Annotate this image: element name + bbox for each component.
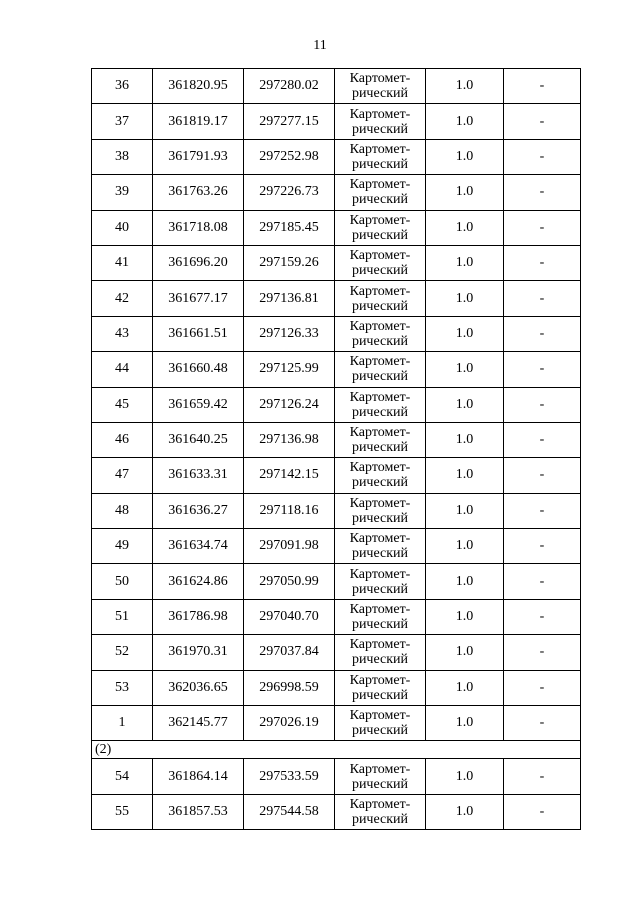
note-cell: -: [504, 422, 581, 457]
point-number-cell: 49: [92, 529, 153, 564]
note-cell: -: [504, 635, 581, 670]
point-number-cell: 55: [92, 794, 153, 829]
x-coordinate-cell: 361636.27: [153, 493, 244, 528]
point-number-cell: 40: [92, 210, 153, 245]
y-coordinate-cell: 297280.02: [244, 69, 335, 104]
method-cell: [335, 670, 426, 705]
accuracy-cell: 1.0: [426, 175, 504, 210]
accuracy-cell: 1.0: [426, 706, 504, 741]
method-line-1: Картомет-: [349, 566, 411, 582]
table-row: [92, 794, 581, 829]
method-line-2: рический: [351, 369, 409, 385]
method-line-2: рический: [351, 404, 409, 420]
method-line-1: Картомет-: [349, 354, 411, 370]
method-line-1: Картомет-: [349, 637, 411, 653]
method-line-1: Картомет-: [349, 283, 411, 299]
method-line-1: Картомет-: [349, 460, 411, 476]
table-row: [92, 422, 581, 457]
y-coordinate-cell: 297226.73: [244, 175, 335, 210]
table-row: [92, 599, 581, 634]
point-number-cell: 1: [92, 706, 153, 741]
accuracy-cell: 1.0: [426, 759, 504, 794]
x-coordinate-cell: 361819.17: [153, 104, 244, 139]
table-row: [92, 245, 581, 280]
method-cell: [335, 529, 426, 564]
method-cell: [335, 281, 426, 316]
point-number-cell: 37: [92, 104, 153, 139]
method-line-2: рический: [351, 156, 409, 172]
y-coordinate-cell: 297126.33: [244, 316, 335, 351]
method-line-2: рический: [351, 546, 409, 562]
y-coordinate-cell: 297126.24: [244, 387, 335, 422]
accuracy-cell: 1.0: [426, 281, 504, 316]
method-cell: [335, 352, 426, 387]
table-row: [92, 529, 581, 564]
method-cell: [335, 387, 426, 422]
y-coordinate-cell: 297040.70: [244, 599, 335, 634]
method-line-2: рический: [351, 121, 409, 137]
method-line-1: Картомет-: [349, 141, 411, 157]
y-coordinate-cell: 297159.26: [244, 245, 335, 280]
method-line-2: рический: [351, 617, 409, 633]
y-coordinate-cell: 297277.15: [244, 104, 335, 139]
method-cell: [335, 493, 426, 528]
method-cell: [335, 794, 426, 829]
table-row: [92, 281, 581, 316]
y-coordinate-cell: 297136.98: [244, 422, 335, 457]
method-cell: [335, 706, 426, 741]
note-cell: -: [504, 352, 581, 387]
accuracy-cell: 1.0: [426, 422, 504, 457]
method-line-1: Картомет-: [349, 71, 411, 87]
point-number-cell: 45: [92, 387, 153, 422]
method-cell: [335, 458, 426, 493]
method-cell: [335, 564, 426, 599]
x-coordinate-cell: 362036.65: [153, 670, 244, 705]
method-line-1: Картомет-: [349, 495, 411, 511]
x-coordinate-cell: 361640.25: [153, 422, 244, 457]
method-cell: [335, 316, 426, 351]
x-coordinate-cell: 361763.26: [153, 175, 244, 210]
method-line-2: рический: [351, 581, 409, 597]
table-row: [92, 759, 581, 794]
table-row: [92, 458, 581, 493]
note-cell: -: [504, 529, 581, 564]
method-line-2: рический: [351, 86, 409, 102]
y-coordinate-cell: 297142.15: [244, 458, 335, 493]
method-line-1: Картомет-: [349, 531, 411, 547]
point-number-cell: 46: [92, 422, 153, 457]
x-coordinate-cell: 361718.08: [153, 210, 244, 245]
accuracy-cell: 1.0: [426, 104, 504, 139]
section-row: [92, 741, 581, 759]
method-line-2: рический: [351, 192, 409, 208]
accuracy-cell: 1.0: [426, 529, 504, 564]
method-line-2: рический: [351, 298, 409, 314]
table-row: [92, 210, 581, 245]
method-line-1: Картомет-: [349, 797, 411, 812]
table-row: [92, 316, 581, 351]
x-coordinate-cell: 361659.42: [153, 387, 244, 422]
accuracy-cell: 1.0: [426, 493, 504, 528]
y-coordinate-cell: 297533.59: [244, 759, 335, 794]
method-line-2: рический: [351, 510, 409, 526]
method-line-1: Картомет-: [349, 106, 411, 122]
method-line-2: рический: [351, 812, 409, 827]
section-label: (2): [92, 741, 581, 759]
x-coordinate-cell: 361857.53: [153, 794, 244, 829]
point-number-cell: 48: [92, 493, 153, 528]
note-cell: -: [504, 706, 581, 741]
y-coordinate-cell: 296998.59: [244, 670, 335, 705]
x-coordinate-cell: 362145.77: [153, 706, 244, 741]
x-coordinate-cell: 361624.86: [153, 564, 244, 599]
x-coordinate-cell: 361660.48: [153, 352, 244, 387]
point-number-cell: 53: [92, 670, 153, 705]
note-cell: -: [504, 794, 581, 829]
accuracy-cell: 1.0: [426, 139, 504, 174]
y-coordinate-cell: 297252.98: [244, 139, 335, 174]
y-coordinate-cell: 297091.98: [244, 529, 335, 564]
point-number-cell: 39: [92, 175, 153, 210]
table-row: [92, 564, 581, 599]
note-cell: -: [504, 175, 581, 210]
table-row: [92, 493, 581, 528]
accuracy-cell: 1.0: [426, 245, 504, 280]
x-coordinate-cell: 361696.20: [153, 245, 244, 280]
note-cell: -: [504, 493, 581, 528]
method-line-1: Картомет-: [349, 212, 411, 228]
accuracy-cell: 1.0: [426, 458, 504, 493]
note-cell: -: [504, 245, 581, 280]
point-number-cell: 54: [92, 759, 153, 794]
point-number-cell: 50: [92, 564, 153, 599]
note-cell: -: [504, 759, 581, 794]
method-line-1: Картомет-: [349, 318, 411, 334]
method-line-1: Картомет-: [349, 602, 411, 618]
point-number-cell: 38: [92, 139, 153, 174]
method-line-2: рический: [351, 776, 409, 792]
method-line-2: рический: [351, 227, 409, 243]
table-row: [92, 670, 581, 705]
table-row: [92, 352, 581, 387]
method-cell: [335, 139, 426, 174]
method-cell: [335, 422, 426, 457]
note-cell: -: [504, 104, 581, 139]
x-coordinate-cell: 361661.51: [153, 316, 244, 351]
x-coordinate-cell: 361791.93: [153, 139, 244, 174]
note-cell: -: [504, 139, 581, 174]
note-cell: -: [504, 670, 581, 705]
y-coordinate-cell: 297544.58: [244, 794, 335, 829]
y-coordinate-cell: 297026.19: [244, 706, 335, 741]
accuracy-cell: 1.0: [426, 564, 504, 599]
accuracy-cell: 1.0: [426, 599, 504, 634]
method-line-2: рический: [351, 263, 409, 279]
point-number-cell: 42: [92, 281, 153, 316]
table-row: [92, 104, 581, 139]
note-cell: -: [504, 69, 581, 104]
method-line-1: Картомет-: [349, 672, 411, 688]
note-cell: -: [504, 458, 581, 493]
accuracy-cell: 1.0: [426, 210, 504, 245]
method-cell: [335, 175, 426, 210]
table-row: [92, 387, 581, 422]
point-number-cell: 36: [92, 69, 153, 104]
note-cell: -: [504, 387, 581, 422]
x-coordinate-cell: 361786.98: [153, 599, 244, 634]
point-number-cell: 51: [92, 599, 153, 634]
note-cell: -: [504, 599, 581, 634]
note-cell: -: [504, 564, 581, 599]
accuracy-cell: 1.0: [426, 670, 504, 705]
method-line-1: Картомет-: [349, 248, 411, 264]
note-cell: -: [504, 210, 581, 245]
accuracy-cell: 1.0: [426, 69, 504, 104]
method-line-2: рический: [351, 475, 409, 491]
accuracy-cell: 1.0: [426, 794, 504, 829]
method-line-2: рический: [351, 652, 409, 668]
point-number-cell: 44: [92, 352, 153, 387]
note-cell: -: [504, 281, 581, 316]
method-line-2: рический: [351, 333, 409, 349]
y-coordinate-cell: 297125.99: [244, 352, 335, 387]
method-line-1: Картомет-: [349, 708, 411, 724]
method-line-2: рический: [351, 440, 409, 456]
y-coordinate-cell: 297118.16: [244, 493, 335, 528]
method-line-1: Картомет-: [349, 761, 411, 777]
method-cell: [335, 245, 426, 280]
method-line-1: Картомет-: [349, 177, 411, 193]
x-coordinate-cell: 361677.17: [153, 281, 244, 316]
method-line-2: рический: [351, 723, 409, 739]
method-cell: [335, 635, 426, 670]
y-coordinate-cell: 297185.45: [244, 210, 335, 245]
table-row: [92, 635, 581, 670]
point-number-cell: 43: [92, 316, 153, 351]
note-cell: -: [504, 316, 581, 351]
accuracy-cell: 1.0: [426, 316, 504, 351]
method-cell: [335, 104, 426, 139]
y-coordinate-cell: 297050.99: [244, 564, 335, 599]
method-cell: [335, 759, 426, 794]
accuracy-cell: 1.0: [426, 352, 504, 387]
x-coordinate-cell: 361634.74: [153, 529, 244, 564]
point-number-cell: 47: [92, 458, 153, 493]
accuracy-cell: 1.0: [426, 635, 504, 670]
method-cell: [335, 210, 426, 245]
point-number-cell: 52: [92, 635, 153, 670]
x-coordinate-cell: 361864.14: [153, 759, 244, 794]
y-coordinate-cell: 297037.84: [244, 635, 335, 670]
x-coordinate-cell: 361820.95: [153, 69, 244, 104]
coordinates-table: [91, 68, 581, 830]
page-number: 11: [313, 38, 327, 53]
table-row: [92, 175, 581, 210]
x-coordinate-cell: 361970.31: [153, 635, 244, 670]
table-row: [92, 69, 581, 104]
method-line-1: Картомет-: [349, 425, 411, 441]
method-line-1: Картомет-: [349, 389, 411, 405]
method-line-2: рический: [351, 687, 409, 703]
y-coordinate-cell: 297136.81: [244, 281, 335, 316]
method-cell: [335, 599, 426, 634]
point-number-cell: 41: [92, 245, 153, 280]
table-row: [92, 139, 581, 174]
x-coordinate-cell: 361633.31: [153, 458, 244, 493]
method-cell: [335, 69, 426, 104]
table-row: [92, 706, 581, 741]
accuracy-cell: 1.0: [426, 387, 504, 422]
